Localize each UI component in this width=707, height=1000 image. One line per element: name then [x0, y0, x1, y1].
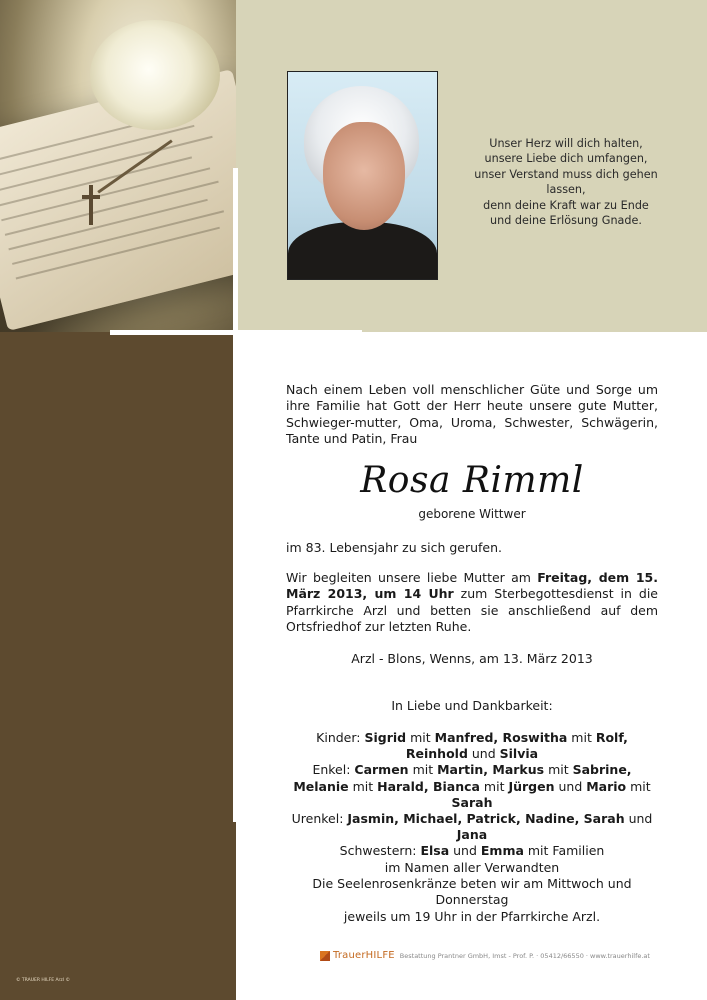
place-date: Arzl - Blons, Wenns, am 13. März 2013 — [351, 651, 593, 666]
trauerhilfe-logo-icon — [320, 951, 330, 961]
birth-name: geborene Wittwer — [418, 507, 526, 521]
family-grandchildren: Enkel: Carmen mit Martin, Markus mit Sabrine, — [312, 762, 632, 778]
verse-line: denn deine Kraft war zu Ende — [483, 198, 649, 212]
copyright-text: © TRAUER HILFE Arzl © — [16, 978, 70, 983]
verse-line: Unser Herz will dich halten, — [489, 137, 643, 150]
portrait-photo — [287, 71, 438, 280]
cross-vertical-bar — [233, 168, 238, 822]
footer — [320, 950, 650, 961]
rosary-notice: Die Seelenrosenkränze beten wir am Mittwoch und Donnerstag jeweils um 19 Uhr in der Pfarrkirche Arzl. — [312, 876, 632, 924]
family-great-grandchildren: Urenkel: Jasmin, Michael, Patrick, Nadine, Sarah und Jana — [291, 811, 653, 843]
age-text: im 83. Lebensjahr zu sich gerufen. — [286, 540, 503, 555]
thanks-heading: In Liebe und Dankbarkeit: — [391, 698, 553, 713]
funeral-date: Freitag, dem 15. März 2013, um 14 Uhr — [286, 570, 658, 602]
cross-horizontal-bar — [110, 330, 362, 335]
deceased-name: Rosa Rimml — [360, 460, 584, 501]
verse-line: unser Verstand muss dich gehen lassen, — [474, 167, 658, 197]
crucifix-icon — [82, 185, 100, 225]
funeral-text: Wir begleiten unsere liebe Mutter am Freitag, dem 15. März 2013, um 14 Uhr zum Sterbegottesdienst in die Pfarrkirche Arzl und betten sie anschließend auf dem Ortsfriedhof zur letzten Ruhe. — [286, 570, 658, 635]
family-relatives: im Namen aller Verwandten — [384, 859, 560, 875]
footer-logo-text: TrauerHILFE — [333, 950, 395, 961]
family-children: Kinder: Sigrid mit Manfred, Roswitha mit Rolf, — [316, 730, 628, 745]
rose-image — [90, 20, 220, 130]
side-panel — [0, 332, 236, 1000]
intro-text: Nach einem Leben voll menschlicher Güte und Sorge um ihre Familie hat Gott der Herr heute unsere gute Mutter, Schwieger-mutter, Oma, Uroma, Schwester, Schwägerin, Tante und Patin, Frau — [286, 382, 658, 447]
verse — [460, 136, 672, 228]
header-photo — [0, 0, 236, 332]
family-list: Kinder: Sigrid mit Manfred, Roswitha mit Rolf, Reinhold und Silvia Enkel: Carmen mit Martin, Markus mit Sabrine, Melanie mit Harald, Bianca mit Jürgen und Mario mit Sarah Urenkel: Jasmin, Michael, Patrick, Nadine, Sarah und Jana Schwestern: Elsa und Emma mit Familien im Namen aller Verwandten — [286, 730, 658, 876]
verse-line: und deine Erlösung Gnade. — [490, 214, 642, 228]
footer-text: Bestattung Prantner GmbH, Imst - Prof. P. · 05412/66550 · www.trauerhilfe.at — [399, 951, 650, 960]
verse-line: unsere Liebe dich umfangen, — [484, 152, 648, 166]
family-sisters: Schwestern: Elsa und Emma mit Familien — [339, 843, 605, 859]
